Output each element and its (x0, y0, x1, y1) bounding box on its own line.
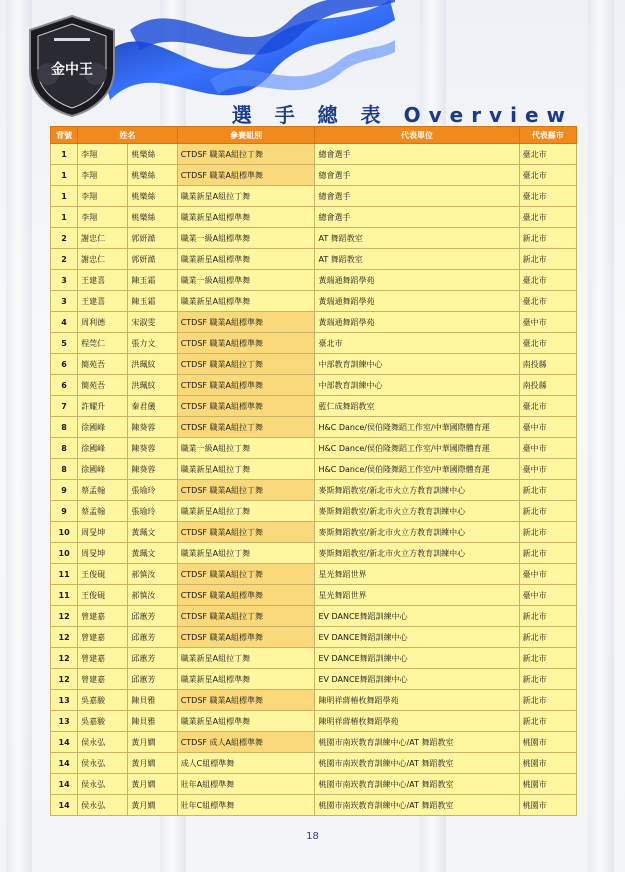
cell-unit: 總會選手 (315, 144, 519, 165)
cell-group: 職業一級A組標準舞 (177, 270, 315, 291)
cell-number: 14 (51, 732, 78, 753)
col-header-city: 代表縣市 (519, 127, 576, 144)
col-header-name: 姓名 (78, 127, 178, 144)
cell-number: 9 (51, 480, 78, 501)
cell-female-name: 郭妍澔 (128, 249, 177, 270)
cell-unit: 星光舞蹈世界 (315, 564, 519, 585)
cell-unit: 總會選手 (315, 186, 519, 207)
cell-city: 臺北市 (519, 333, 576, 354)
table-row (51, 606, 577, 627)
cell-city: 臺中市 (519, 564, 576, 585)
cell-number: 6 (51, 354, 78, 375)
cell-male-name: 王建喜 (78, 291, 128, 312)
cell-group: 職業新星A組拉丁舞 (177, 648, 315, 669)
cell-female-name: 陳貝雅 (128, 711, 177, 732)
cell-group: CTDSF 職業A組拉丁舞 (177, 417, 315, 438)
table-row (51, 312, 577, 333)
cell-male-name: 徐國峰 (78, 417, 128, 438)
cell-number: 14 (51, 774, 78, 795)
table-header-row (51, 127, 577, 144)
table-row (51, 165, 577, 186)
cell-unit: 臺北市 (315, 333, 519, 354)
cell-city: 新北市 (519, 501, 576, 522)
cell-group: 職業新星A組標準舞 (177, 291, 315, 312)
cell-male-name: 簡苑吾 (78, 354, 128, 375)
cell-unit: 麥斯舞蹈教室/新北市火立方教育訓練中心 (315, 522, 519, 543)
cell-male-name: 李翔 (78, 186, 128, 207)
cell-city: 桃園市 (519, 753, 576, 774)
cell-group: 職業新星A組拉丁舞 (177, 186, 315, 207)
cell-group: CTDSF 職業A組拉丁舞 (177, 606, 315, 627)
cell-female-name: 桃樂絲 (128, 144, 177, 165)
cell-city: 臺中市 (519, 438, 576, 459)
cell-unit: EV DANCE舞蹈訓練中心 (315, 627, 519, 648)
cell-city: 新北市 (519, 228, 576, 249)
table-row (51, 375, 577, 396)
cell-number: 12 (51, 669, 78, 690)
table-row (51, 753, 577, 774)
table-row (51, 270, 577, 291)
cell-group: CTDSF 職業A組標準舞 (177, 585, 315, 606)
cell-female-name: 邱蕙芳 (128, 606, 177, 627)
cell-male-name: 曾建嘉 (78, 606, 128, 627)
cell-city: 新北市 (519, 606, 576, 627)
cell-group: 壯年A組標準舞 (177, 774, 315, 795)
cell-city: 臺北市 (519, 144, 576, 165)
cell-number: 1 (51, 207, 78, 228)
cell-male-name: 李翔 (78, 165, 128, 186)
cell-female-name: 桃樂絲 (128, 207, 177, 228)
cell-male-name: 王俊硯 (78, 564, 128, 585)
cell-female-name: 張瑜玲 (128, 480, 177, 501)
cell-number: 14 (51, 753, 78, 774)
cell-male-name: 侯永弘 (78, 795, 128, 816)
cell-female-name: 邱蕙芳 (128, 627, 177, 648)
cell-male-name: 吳嘉駿 (78, 690, 128, 711)
cell-male-name: 謝忠仁 (78, 228, 128, 249)
cell-number: 11 (51, 564, 78, 585)
cell-city: 臺中市 (519, 459, 576, 480)
cell-female-name: 桃樂絲 (128, 186, 177, 207)
cell-female-name: 宋淑雯 (128, 312, 177, 333)
cell-number: 8 (51, 417, 78, 438)
table-row (51, 333, 577, 354)
logo (18, 12, 126, 120)
cell-number: 3 (51, 291, 78, 312)
cell-male-name: 謝忠仁 (78, 249, 128, 270)
cell-number: 12 (51, 648, 78, 669)
cell-unit: 黃瑞通舞蹈學苑 (315, 270, 519, 291)
cell-group: CTDSF 職業A組拉丁舞 (177, 144, 315, 165)
cell-unit: 星光舞蹈世界 (315, 585, 519, 606)
cell-female-name: 黃月嫺 (128, 753, 177, 774)
cell-unit: 桃園市南崁教育訓練中心/AT 舞蹈教室 (315, 795, 519, 816)
cell-number: 6 (51, 375, 78, 396)
cell-female-name: 邱蕙芳 (128, 648, 177, 669)
page-number: 18 (306, 831, 319, 842)
table-row (51, 291, 577, 312)
cell-city: 臺北市 (519, 165, 576, 186)
cell-female-name: 張瑜玲 (128, 501, 177, 522)
cell-city: 南投縣 (519, 375, 576, 396)
cell-number: 8 (51, 459, 78, 480)
cell-city: 南投縣 (519, 354, 576, 375)
table-row (51, 459, 577, 480)
cell-male-name: 周利德 (78, 312, 128, 333)
cell-city: 新北市 (519, 543, 576, 564)
cell-male-name: 徐國峰 (78, 459, 128, 480)
cell-group: 職業新星A組標準舞 (177, 207, 315, 228)
cell-number: 11 (51, 585, 78, 606)
cell-group: 職業一級A組標準舞 (177, 228, 315, 249)
cell-female-name: 陳葵蓉 (128, 417, 177, 438)
cell-female-name: 洪珮紋 (128, 375, 177, 396)
cell-female-name: 邱蕙芳 (128, 669, 177, 690)
cell-female-name: 張力文 (128, 333, 177, 354)
cell-male-name: 蔡孟翰 (78, 480, 128, 501)
cell-female-name: 郝慎汝 (128, 585, 177, 606)
cell-number: 9 (51, 501, 78, 522)
cell-male-name: 李翔 (78, 144, 128, 165)
cell-number: 3 (51, 270, 78, 291)
cell-male-name: 蔡孟翰 (78, 501, 128, 522)
cell-group: 壯年C組標準舞 (177, 795, 315, 816)
cell-female-name: 黃珮文 (128, 543, 177, 564)
table-row (51, 564, 577, 585)
cell-group: 職業新星A組標準舞 (177, 669, 315, 690)
cell-group: CTDSF 職業A組標準舞 (177, 312, 315, 333)
table-row (51, 354, 577, 375)
cell-female-name: 郝慎汝 (128, 564, 177, 585)
cell-group: 成人C組標準舞 (177, 753, 315, 774)
cell-group: 職業新星A組標準舞 (177, 249, 315, 270)
table-row (51, 795, 577, 816)
cell-female-name: 陳玉霜 (128, 291, 177, 312)
cell-male-name: 曾建嘉 (78, 648, 128, 669)
cell-unit: 黃瑞通舞蹈學苑 (315, 291, 519, 312)
cell-unit: 麥斯舞蹈教室/新北市火立方教育訓練中心 (315, 501, 519, 522)
cell-number: 12 (51, 627, 78, 648)
cell-male-name: 周旻坤 (78, 543, 128, 564)
cell-group: CTDSF 職業A組拉丁舞 (177, 522, 315, 543)
table-body (51, 144, 577, 816)
cell-number: 8 (51, 438, 78, 459)
cell-female-name: 郭妍澔 (128, 228, 177, 249)
cell-male-name: 徐國峰 (78, 438, 128, 459)
cell-number: 4 (51, 312, 78, 333)
cell-male-name: 程莞仁 (78, 333, 128, 354)
cell-number: 7 (51, 396, 78, 417)
cell-group: CTDSF 職業A組標準舞 (177, 375, 315, 396)
cell-female-name: 黃月嫺 (128, 774, 177, 795)
table-row (51, 396, 577, 417)
cell-unit: 麥斯舞蹈教室/新北市火立方教育訓練中心 (315, 480, 519, 501)
cell-number: 2 (51, 228, 78, 249)
cell-city: 新北市 (519, 669, 576, 690)
cell-number: 5 (51, 333, 78, 354)
table-row (51, 585, 577, 606)
cell-city: 臺中市 (519, 417, 576, 438)
cell-city: 新北市 (519, 480, 576, 501)
cell-female-name: 秦君儀 (128, 396, 177, 417)
cell-city: 臺中市 (519, 585, 576, 606)
cell-group: CTDSF 職業A組拉丁舞 (177, 480, 315, 501)
cell-male-name: 王俊硯 (78, 585, 128, 606)
cell-unit: 陳明祥蔣樁枚舞蹈學苑 (315, 690, 519, 711)
cell-male-name: 簡苑吾 (78, 375, 128, 396)
cell-city: 新北市 (519, 711, 576, 732)
cell-number: 1 (51, 144, 78, 165)
cell-unit: H&C Dance/侯伯隆舞蹈工作室/中華國際體育運 (315, 438, 519, 459)
cell-group: CTDSF 職業A組標準舞 (177, 165, 315, 186)
cell-unit: 中部教育訓練中心 (315, 354, 519, 375)
cell-group: 職業新星A組拉丁舞 (177, 501, 315, 522)
cell-male-name: 周旻坤 (78, 522, 128, 543)
cell-group: CTDSF 成人A組標準舞 (177, 732, 315, 753)
cell-male-name: 吳嘉駿 (78, 711, 128, 732)
cell-unit: H&C Dance/侯伯隆舞蹈工作室/中華國際體育運 (315, 417, 519, 438)
cell-male-name: 侯永弘 (78, 774, 128, 795)
athlete-table (50, 126, 577, 816)
table-row (51, 648, 577, 669)
cell-unit: EV DANCE舞蹈訓練中心 (315, 606, 519, 627)
table-row (51, 543, 577, 564)
table-row (51, 186, 577, 207)
table-row (51, 522, 577, 543)
cell-male-name: 侯永弘 (78, 732, 128, 753)
cell-unit: 總會選手 (315, 207, 519, 228)
cell-city: 新北市 (519, 522, 576, 543)
cell-unit: 藍仁成舞蹈教室 (315, 396, 519, 417)
table-row (51, 228, 577, 249)
cell-group: CTDSF 職業A組拉丁舞 (177, 564, 315, 585)
cell-group: CTDSF 職業A組標準舞 (177, 396, 315, 417)
cell-female-name: 黃月嫺 (128, 732, 177, 753)
cell-group: CTDSF 職業A組標準舞 (177, 333, 315, 354)
cell-unit: EV DANCE舞蹈訓練中心 (315, 648, 519, 669)
cell-female-name: 黃月嫺 (128, 795, 177, 816)
cell-number: 1 (51, 186, 78, 207)
cell-city: 臺中市 (519, 312, 576, 333)
cell-unit: 桃園市南崁教育訓練中心/AT 舞蹈教室 (315, 774, 519, 795)
cell-number: 10 (51, 522, 78, 543)
col-header-unit: 代表單位 (315, 127, 519, 144)
col-header-number: 背號 (51, 127, 78, 144)
cell-group: CTDSF 職業A組標準舞 (177, 690, 315, 711)
cell-female-name: 黃珮文 (128, 522, 177, 543)
cell-male-name: 曾建嘉 (78, 627, 128, 648)
cell-number: 12 (51, 606, 78, 627)
cell-city: 臺北市 (519, 207, 576, 228)
cell-unit: EV DANCE舞蹈訓練中心 (315, 669, 519, 690)
cell-group: 職業一級A組拉丁舞 (177, 438, 315, 459)
cell-city: 新北市 (519, 648, 576, 669)
table-row (51, 417, 577, 438)
table-row (51, 732, 577, 753)
cell-female-name: 陳貝雅 (128, 690, 177, 711)
table-row (51, 249, 577, 270)
cell-unit: 總會選手 (315, 165, 519, 186)
cell-unit: AT 舞蹈教室 (315, 228, 519, 249)
cell-number: 2 (51, 249, 78, 270)
table-row (51, 207, 577, 228)
cell-city: 桃園市 (519, 795, 576, 816)
cell-city: 桃園市 (519, 774, 576, 795)
table-row (51, 774, 577, 795)
table-row (51, 690, 577, 711)
cell-group: 職業新星A組拉丁舞 (177, 543, 315, 564)
cell-group: CTDSF 職業A組標準舞 (177, 627, 315, 648)
cell-unit: 中部教育訓練中心 (315, 375, 519, 396)
cell-unit: 黃瑞通舞蹈學苑 (315, 312, 519, 333)
cell-female-name: 洪珮紋 (128, 354, 177, 375)
cell-city: 臺北市 (519, 291, 576, 312)
table-row (51, 501, 577, 522)
cell-male-name: 曾建嘉 (78, 669, 128, 690)
cell-city: 臺北市 (519, 396, 576, 417)
cell-male-name: 李翔 (78, 207, 128, 228)
cell-city: 新北市 (519, 249, 576, 270)
cell-female-name: 陳玉霜 (128, 270, 177, 291)
cell-unit: H&C Dance/侯伯隆舞蹈工作室/中華國際體育運 (315, 459, 519, 480)
lion-crest-icon (18, 12, 126, 120)
cell-female-name: 桃樂絲 (128, 165, 177, 186)
page-title: 選 手 總 表 Overview (231, 103, 573, 127)
cell-city: 新北市 (519, 690, 576, 711)
cell-number: 13 (51, 711, 78, 732)
cell-number: 1 (51, 165, 78, 186)
cell-city: 新北市 (519, 627, 576, 648)
cell-number: 13 (51, 690, 78, 711)
cell-number: 10 (51, 543, 78, 564)
table-row (51, 627, 577, 648)
cell-unit: AT 舞蹈教室 (315, 249, 519, 270)
table-row (51, 438, 577, 459)
cell-unit: 麥斯舞蹈教室/新北市火立方教育訓練中心 (315, 543, 519, 564)
athlete-table-container (50, 126, 577, 816)
cell-unit: 桃園市南崁教育訓練中心/AT 舞蹈教室 (315, 753, 519, 774)
cell-female-name: 陳葵蓉 (128, 459, 177, 480)
table-row (51, 480, 577, 501)
cell-male-name: 許耀升 (78, 396, 128, 417)
cell-female-name: 陳葵蓉 (128, 438, 177, 459)
cell-group: CTDSF 職業A組拉丁舞 (177, 354, 315, 375)
cell-city: 桃園市 (519, 732, 576, 753)
cell-group: 職業新星A組拉丁舞 (177, 459, 315, 480)
cell-unit: 陳明祥蔣樁枚舞蹈學苑 (315, 711, 519, 732)
svg-text:金中王: 金中王 (51, 62, 93, 78)
cell-number: 14 (51, 795, 78, 816)
col-header-group: 參賽組別 (177, 127, 315, 144)
cell-male-name: 侯永弘 (78, 753, 128, 774)
table-row (51, 711, 577, 732)
cell-unit: 桃園市南崁教育訓練中心/AT 舞蹈教室 (315, 732, 519, 753)
cell-city: 臺北市 (519, 186, 576, 207)
table-row (51, 669, 577, 690)
cell-city: 臺北市 (519, 270, 576, 291)
table-row (51, 144, 577, 165)
cell-male-name: 王建喜 (78, 270, 128, 291)
cell-group: 職業新星A組標準舞 (177, 711, 315, 732)
